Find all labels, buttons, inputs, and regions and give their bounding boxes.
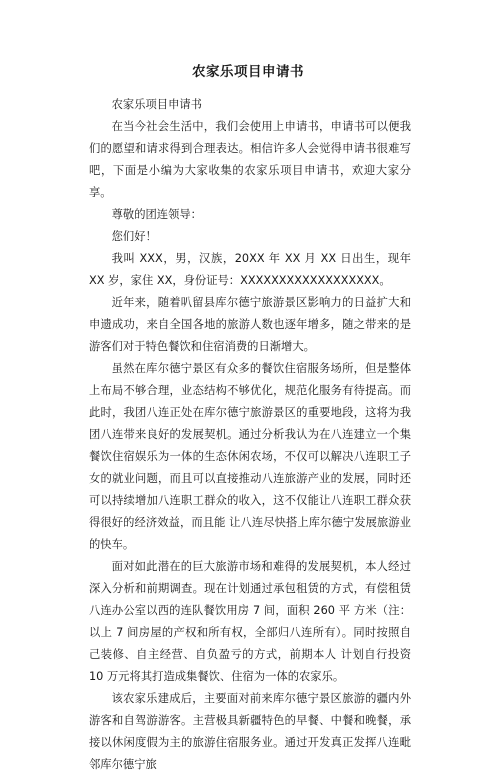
document-body	[89, 94, 411, 776]
body-paragraph: 该农家乐建成后，主要面对前来库尔德宁景区旅游的疆内外游客和自驾游游客。主营极具新疆特色的早餐、中餐和晚餐，承接以休闲度假为主的旅游住宿服务业。通过开发真正发挥八连毗邻库尔德宁旅	[89, 692, 411, 771]
document-title: 农家乐项目申请书	[192, 64, 304, 80]
body-paragraph: 在当今社会生活中，我们会使用上申请书，申请书可以便我们的愿望和请求得到合理表达。相信许多人会觉得申请书很难写吧，下面是小编为大家收集的农家乐项目申请书，欢迎大家分享。	[89, 120, 411, 199]
body-paragraph: 我叫 XXX，男，汉族，20XX 年 XX 月 XX 日出生，现年 XX 岁，家住 XX，身份证号：XXXXXXXXXXXXXXXXXX。	[89, 252, 411, 287]
body-paragraph: 面对如此潜在的巨大旅游市场和难得的发展契机，本人经过深入分析和前期调查。现在计划通过承包租赁的方式，有偿租赁八连办公室以西的连队餐饮用房 7 间，面积 260 平 方米（注：以上 7 间房屋的产权和所有权，全部归八连所有）。同时按照自己装修、自主经营、自负盈亏的方式，前期本人 计划自行投资 10 万元将其打造成集餐饮、住宿为一体的农家乐。	[89, 560, 411, 683]
body-paragraph: 农家乐项目申请书	[111, 98, 202, 111]
body-paragraph: 尊敬的团连领导：	[111, 208, 202, 221]
body-paragraph: 近年来，随着叭留县库尔德宁旅游景区影响力的日益扩大和申遗成功，来自全国各地的旅游人数也逐年增多，随之带来的是游客们对于特色餐饮和住宿消费的日渐增大。	[89, 296, 411, 353]
body-paragraph: 虽然在库尔德宁景区有众多的餐饮住宿服务场所，但是整体上布局不够合理，业态结构不够优化，规范化服务有待提高。而此时，我团八连正处在库尔德宁旅游景区的重要地段，这将为我团八连带来良好的发展契机。通过分析我认为在八连建立一个集餐饮住宿娱乐为一体的生态休闲农场，不仅可以解决八连职工子女的就业问题，而且可以直接推动八连旅游产业的发展，同时还可以持续增加八连职工群众的收入，这不仅能让八连职工群众获得很好的经济效益，而且能 让八连尽快搭上库尔德宁发展旅游业的快车。	[89, 362, 411, 551]
body-paragraph: 您们好！	[111, 230, 157, 243]
